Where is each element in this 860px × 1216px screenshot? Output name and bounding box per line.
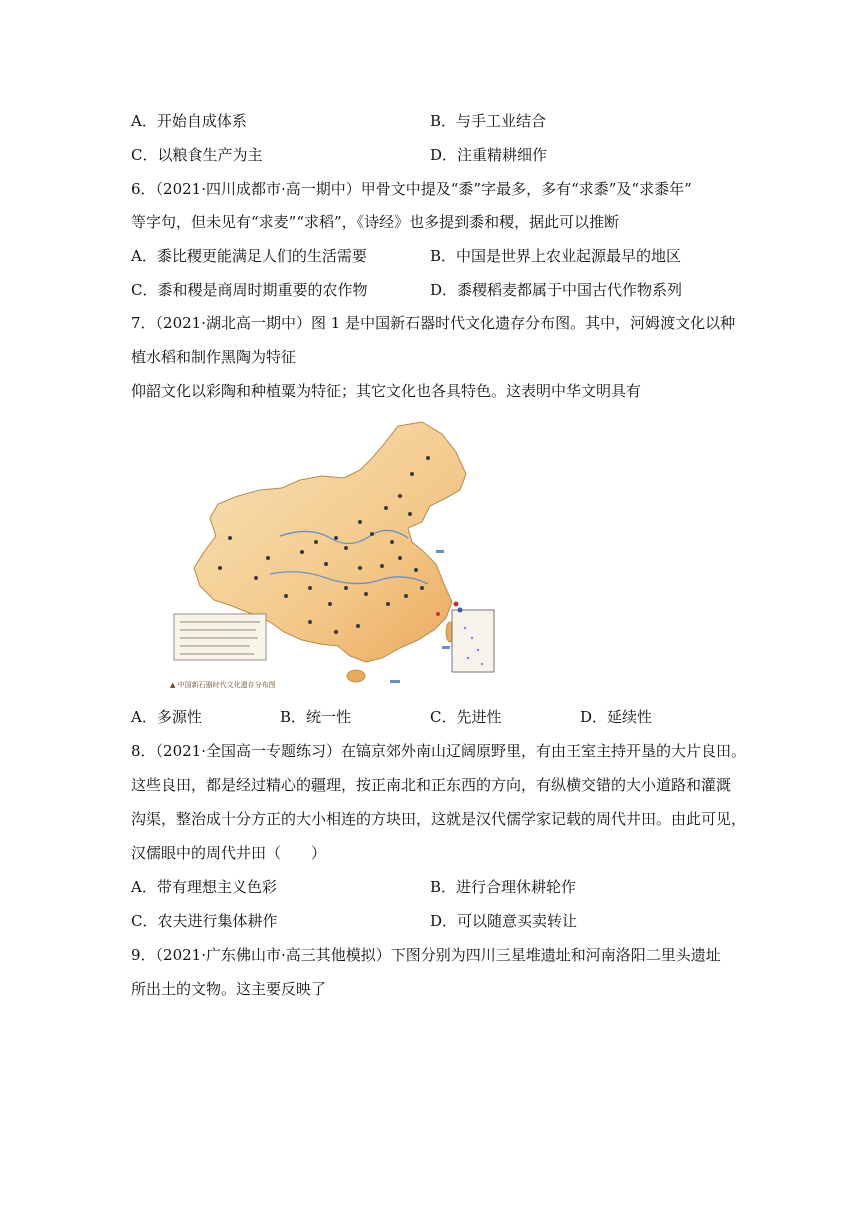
q7-stem-line3: 仰韶文化以彩陶和种植粟为特征；其它文化也各具特色。这表明中华文明具有 <box>131 382 642 400</box>
q7-option-d: D．延续性 <box>580 708 653 726</box>
q7-stem-line1: 7．（2021·湖北高一期中）图 1 是中国新石器时代文化遗存分布图。其中，河姆渡文化以种 <box>131 314 736 332</box>
q8-option-a: A．带有理想主义色彩 <box>131 878 277 896</box>
q8-stem-line2: 这些良田，都是经过精心的疆理，按正南北和正东西的方向，有纵横交错的大小道路和灌溉 <box>131 776 732 794</box>
q8-option-c: C．农夫进行集体耕作 <box>131 912 278 930</box>
q8-stem-line4: 汉儒眼中的周代井田（ ） <box>131 844 327 862</box>
inset-box <box>452 610 494 672</box>
legend-box <box>174 614 266 660</box>
hainan-island <box>347 670 365 682</box>
q5-option-b: B．与手工业结合 <box>430 112 547 130</box>
q6-option-a: A．黍比稷更能满足人们的生活需要 <box>131 247 367 265</box>
q6-option-d: D．黍稷稻麦都属于中国古代作物系列 <box>430 281 683 299</box>
q7-option-c: C．先进性 <box>430 708 502 726</box>
q7-option-b: B．统一性 <box>280 708 352 726</box>
q9-stem-line2: 所出土的文物。这主要反映了 <box>131 980 327 998</box>
q8-option-b: B．进行合理休耕轮作 <box>430 878 577 896</box>
q6-option-b: B．中国是世界上农业起源最早的地区 <box>430 247 682 265</box>
map-illustration <box>160 418 500 696</box>
q8-stem-line3: 沟渠，整治成十分方正的大小相连的方块田，这就是汉代儒学家记载的周代井田。由此可见， <box>131 810 747 828</box>
q6-option-c: C．黍和稷是商周时期重要的农作物 <box>131 281 368 299</box>
q8-option-d: D．可以随意买卖转让 <box>430 912 578 930</box>
q5-option-a: A．开始自成体系 <box>131 112 247 130</box>
map-caption: ▲ 中国新石器时代文化遗存分布图 <box>170 681 276 689</box>
china-neolithic-map <box>160 418 500 696</box>
q5-option-d: D．注重精耕细作 <box>430 146 548 164</box>
q6-stem-line1: 6．（2021·四川成都市·高一期中）甲骨文中提及“黍”字最多，多有“求黍”及“求黍年” <box>131 180 692 198</box>
q6-stem-line2: 等字句，但未见有“求麦”“求稻”，《诗经》也多提到黍和稷，据此可以推断 <box>131 213 620 231</box>
q7-stem-line2: 植水稻和制作黑陶为特征 <box>131 348 297 366</box>
q5-option-c: C．以粮食生产为主 <box>131 146 263 164</box>
q9-stem-line1: 9．（2021·广东佛山市·高三其他模拟）下图分别为四川三星堆遗址和河南洛阳二里头遗址 <box>131 946 721 964</box>
q7-option-a: A．多源性 <box>131 708 202 726</box>
q8-stem-line1: 8．（2021·全国高一专题练习）在镐京郊外南山辽阔原野里，有由王室主持开垦的大片良田。 <box>131 742 746 760</box>
